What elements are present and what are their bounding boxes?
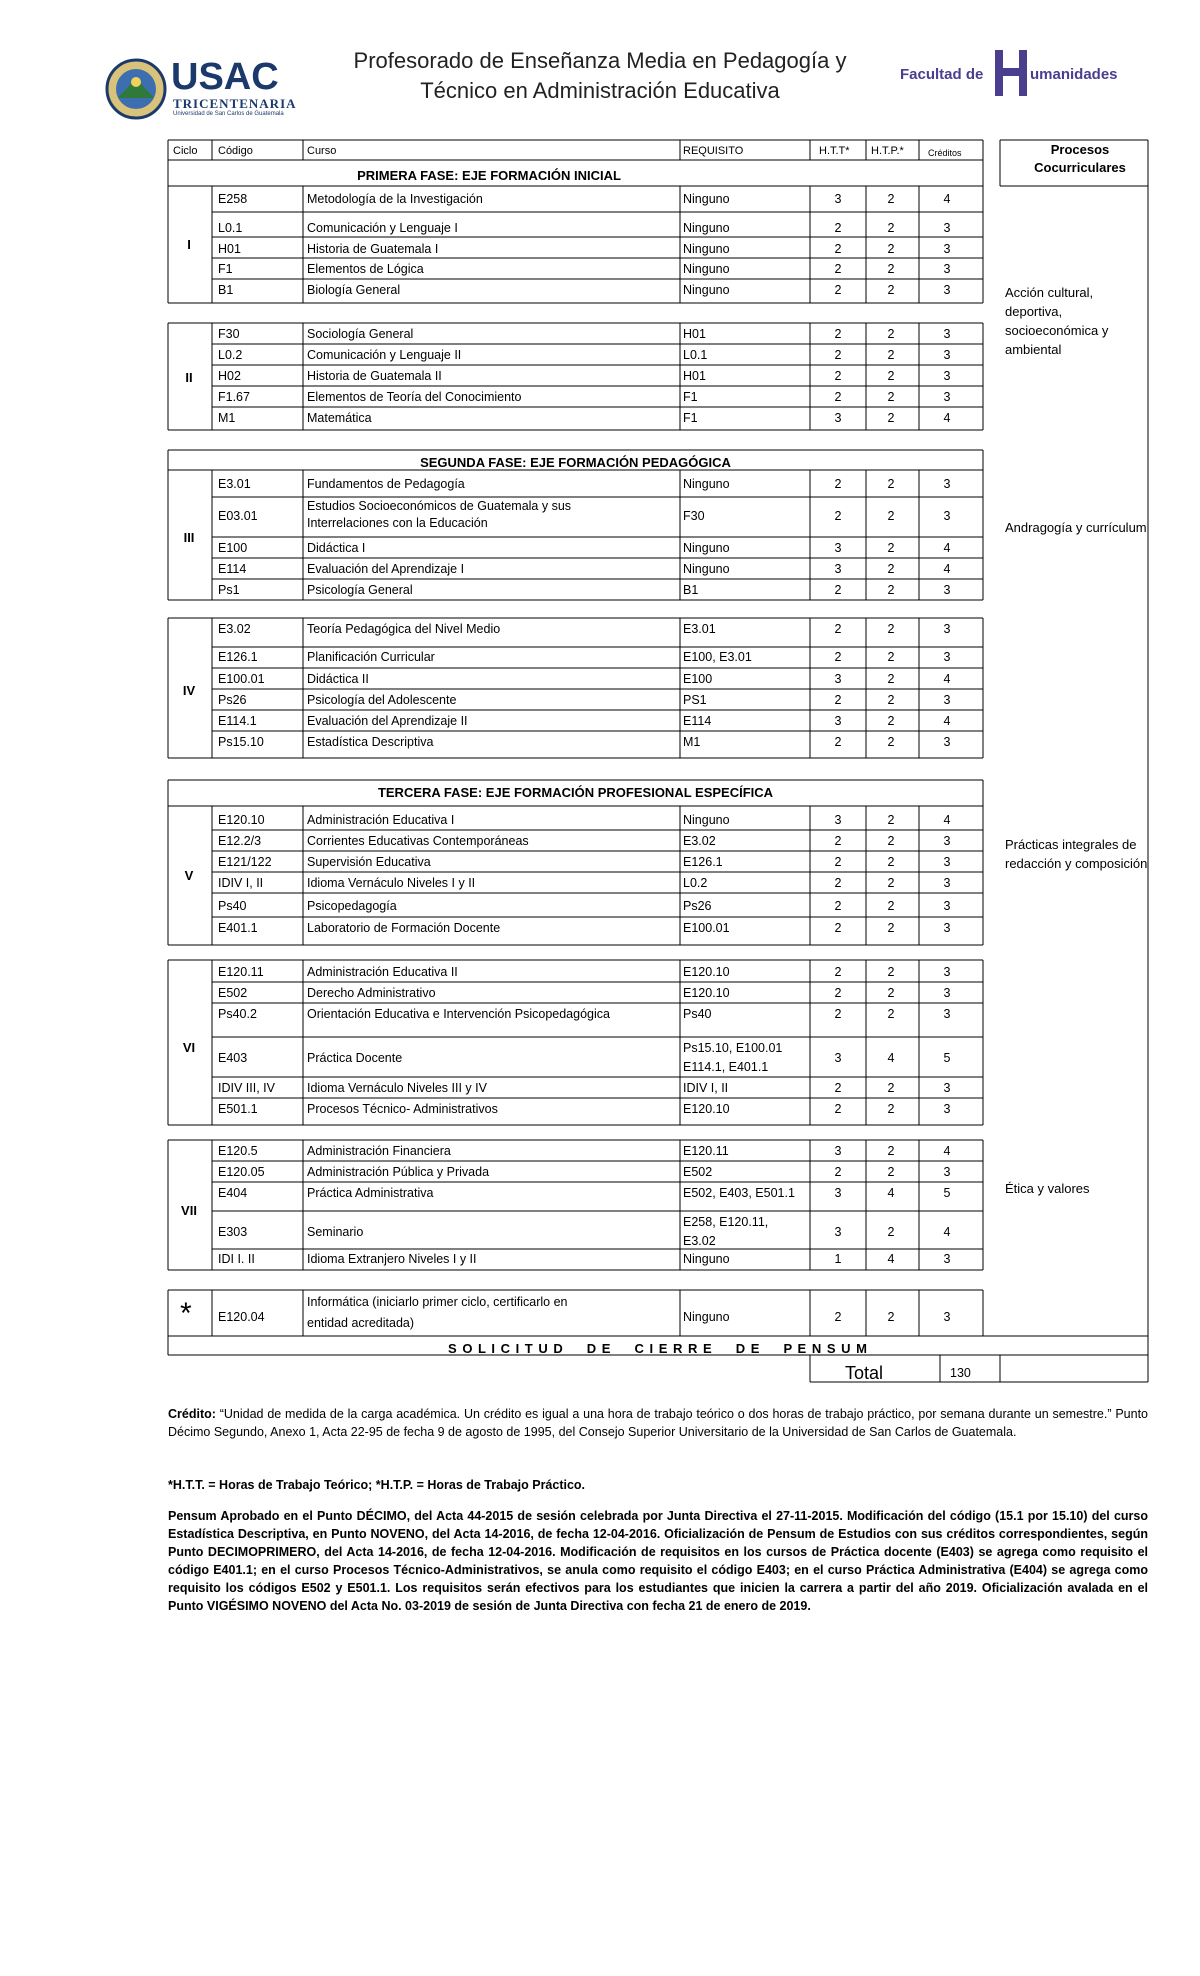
usac-wordmark: USAC [171,56,279,98]
course-credits: 4 [943,714,951,728]
course-name: Orientación Educativa e Intervención Psicopedagógica [307,1007,610,1021]
course-htp: 2 [887,855,895,869]
course-name: Psicología General [307,583,413,597]
semester-label-7: VII [181,1203,197,1218]
course-code: F1.67 [218,390,250,404]
course-credits: 3 [943,876,951,890]
course-htp: 2 [887,192,895,206]
course-htt: 2 [834,1007,842,1021]
course-htt: 2 [834,1081,842,1095]
course-requisite: E100.01 [683,921,730,935]
extra-course-name: Informática (iniciarlo primer ciclo, certificarlo en [307,1295,568,1309]
course-htt: 2 [834,735,842,749]
course-requisite: F1 [683,411,698,425]
course-credits: 3 [943,369,951,383]
course-htt: 3 [834,562,842,576]
course-credits: 3 [943,1165,951,1179]
course-requisite: E258, E120.11, [683,1215,769,1229]
col-header-curso: Curso [307,145,337,157]
course-name: Práctica Administrativa [307,1186,434,1200]
semester-label-5: V [184,868,194,883]
course-requisite: Ps40 [683,1007,712,1021]
course-requisite: E502 [683,1165,713,1179]
course-name: Idioma Vernáculo Niveles III y IV [307,1081,487,1095]
course-requisite: Ninguno [683,562,730,576]
course-code: E120.11 [218,965,264,979]
course-htp: 2 [887,283,895,297]
course-credits: 3 [943,834,951,848]
course-name: Historia de Guatemala II [307,369,442,383]
course-credits: 3 [943,1007,951,1021]
course-name: Interrelaciones con la Educación [307,516,488,530]
course-requisite: PS1 [683,693,707,707]
course-requisite: Ninguno [683,813,730,827]
course-requisite: E3.01 [683,622,716,636]
course-requisite: H01 [683,369,706,383]
course-requisite: Ninguno [683,262,730,276]
course-htt: 2 [834,327,842,341]
course-htp: 2 [887,1165,895,1179]
course-htt: 2 [834,477,842,491]
course-requisite: E114 [683,714,712,728]
course-name: Elementos de Teoría del Conocimiento [307,390,522,404]
course-requisite: Ninguno [683,283,730,297]
course-credits: 3 [943,650,951,664]
course-name: Idioma Vernáculo Niveles I y II [307,876,476,890]
course-htp: 2 [887,509,895,523]
course-code: E100.01 [218,672,265,686]
course-credits: 3 [943,965,951,979]
course-requisite: E120.10 [683,986,730,1000]
course-name: Psicología del Adolescente [307,693,457,707]
course-htp: 2 [887,714,895,728]
course-htt: 2 [834,899,842,913]
course-htt: 3 [834,541,842,555]
course-name: Evaluación del Aprendizaje I [307,562,465,576]
course-credits: 4 [943,1144,951,1158]
course-name: Fundamentos de Pedagogía [307,477,465,491]
extra-course-name-line2: entidad acreditada) [307,1316,415,1330]
course-htp: 2 [887,327,895,341]
procesos-text-1: Acción cultural, deportiva, socioeconómica y ambiental [1005,285,1109,357]
course-code: E3.02 [218,622,251,636]
col-header-htp: H.T.P.* [871,145,904,157]
course-htt: 2 [834,965,842,979]
course-requisite: Ps15.10, E100.01 [683,1041,783,1055]
course-name: Administración Educativa II [307,965,458,979]
course-name: Administración Educativa I [307,813,455,827]
course-code: H01 [218,242,241,256]
course-htp: 2 [887,1102,895,1116]
course-code: E120.05 [218,1165,265,1179]
course-htt: 2 [834,390,842,404]
total-credits-value: 130 [950,1366,971,1380]
course-requisite: E100, E3.01 [683,650,752,664]
course-name: Práctica Docente [307,1051,403,1065]
course-credits: 4 [943,411,951,425]
course-name: Teoría Pedagógica del Nivel Medio [307,622,501,636]
footer-pensum-approval: Pensum Aprobado en el Punto DÉCIMO, del Acta 44-2015 de sesión celebrada por Junta Directiva el 27-11-2015. Modificación del código (15.1 por 15.10) del curso Estadística Descriptiva, en Punto NOVENO, del Acta 14-2016, de fecha 12-04-2016. Oficialización de Pensum de Estudios con sus créditos correspondientes, según Punto DECIMOPRIMERO, del Acta 14-2016, de fecha 12-04-2016. Modificación de requisitos en los cursos de Práctica docente (E403) se agrega como requisito el código E401.1; en el curso Procesos Técnico-Administrativos, se anula como requisito el código E403; en el curso Práctica Administrativa (E404) se agrega como requisito los códigos E502 y E501.1. Los requisitos serán efectivos para los estudiantes que inicien la carrera a partir del año 2019. Oficialización avalada en el Punto VIGÉSIMO NOVENO del Acta No. 03-2019 de sesión de Junta Directiva con fecha 21 de enero de 2019. [168,1509,1148,1613]
course-requisite: Ninguno [683,192,730,206]
course-code: E403 [218,1051,248,1065]
course-htp: 2 [887,650,895,664]
course-htp: 2 [887,369,895,383]
course-htp: 2 [887,262,895,276]
course-htp: 4 [887,1252,895,1266]
course-htp: 2 [887,242,895,256]
semester-label-4: IV [182,683,196,698]
course-htp: 2 [887,834,895,848]
col-header-procesos: Procesos Cocurriculares [1034,142,1126,175]
course-code: E258 [218,192,248,206]
course-credits: 3 [943,390,951,404]
course-htp: 2 [887,390,895,404]
course-htt: 2 [834,693,842,707]
course-htt: 2 [834,855,842,869]
col-header-ciclo: Ciclo [173,145,198,157]
course-htp: 2 [887,876,895,890]
usac-tricentenaria: TRICENTENARIA [173,96,297,111]
course-htt: 2 [834,221,842,235]
course-htt: 2 [834,583,842,597]
footer-credito-note [168,1405,1148,1441]
course-credits: 5 [943,1051,951,1065]
course-credits: 3 [943,855,951,869]
course-credits: 3 [943,1081,951,1095]
faculty-label-right: umanidades [1030,66,1118,83]
course-credits: 3 [943,899,951,913]
phase-2-header: SEGUNDA FASE: EJE FORMACIÓN PEDAGÓGICA [420,455,731,470]
course-name: Supervisión Educativa [307,855,431,869]
course-requisite: H01 [683,327,706,341]
course-code: E404 [218,1186,248,1200]
course-htp: 2 [887,1144,895,1158]
course-name: Evaluación del Aprendizaje II [307,714,468,728]
course-htt: 2 [834,834,842,848]
course-name: Psicopedagogía [307,899,397,913]
course-htt: 2 [834,262,842,276]
course-code: E100 [218,541,248,555]
course-htt: 3 [834,411,842,425]
course-code: Ps26 [218,693,247,707]
course-credits: 4 [943,562,951,576]
course-htp: 2 [887,672,895,686]
extra-course-htp: 2 [887,1310,895,1324]
course-code: E502 [218,986,248,1000]
course-htp: 2 [887,221,895,235]
course-htp: 2 [887,813,895,827]
course-requisite: Ninguno [683,477,730,491]
course-name: Procesos Técnico- Administrativos [307,1102,498,1116]
course-htp: 2 [887,1225,895,1239]
extra-course-code: E120.04 [218,1310,265,1324]
course-name: Corrientes Educativas Contemporáneas [307,834,529,848]
course-name: Estudios Socioeconómicos de Guatemala y sus [307,499,572,513]
course-htt: 2 [834,921,842,935]
course-credits: 3 [943,583,951,597]
course-requisite: E120.10 [683,1102,730,1116]
page-title-line1: Profesorado de Enseñanza Media en Pedagogía y [353,48,847,73]
course-name: Comunicación y Lenguaje I [307,221,458,235]
procesos-text-3: Prácticas integrales de redacción y composición [1005,837,1148,871]
course-code: E126.1 [218,650,258,664]
course-htt: 2 [834,986,842,1000]
course-name: Planificación Curricular [307,650,435,664]
course-credits: 3 [943,283,951,297]
extra-course-htt: 2 [834,1310,842,1324]
course-credits: 3 [943,327,951,341]
course-credits: 3 [943,986,951,1000]
course-htt: 3 [834,813,842,827]
course-requisite: F1 [683,390,698,404]
course-requisite: E114.1, E401.1 [683,1060,769,1074]
procesos-text-2: Andragogía y currículum [1005,520,1147,535]
course-credits: 3 [943,262,951,276]
course-requisite: Ninguno [683,221,730,235]
procesos-text-4: Ética y valores [1005,1181,1090,1196]
course-htt: 2 [834,283,842,297]
course-htp: 2 [887,541,895,555]
course-htp: 2 [887,477,895,491]
course-requisite: E502, E403, E501.1 [683,1186,795,1200]
course-htt: 2 [834,622,842,636]
course-name: Sociología General [307,327,414,341]
course-name: Derecho Administrativo [307,986,436,1000]
course-code: IDIV III, IV [218,1081,275,1095]
course-requisite: E120.10 [683,965,730,979]
course-htp: 2 [887,583,895,597]
course-credits: 3 [943,622,951,636]
page-title-line2: Técnico en Administración Educativa [420,78,780,103]
course-code: E501.1 [218,1102,258,1116]
course-requisite: Ninguno [683,1252,730,1266]
semester-label-2: II [185,370,193,385]
course-credits: 4 [943,672,951,686]
course-requisite: F30 [683,509,705,523]
course-code: E303 [218,1225,248,1239]
course-code: F1 [218,262,233,276]
course-name: Didáctica II [307,672,369,686]
col-header-requisito: REQUISITO [683,145,744,157]
course-htp: 2 [887,986,895,1000]
course-requisite: Ps26 [683,899,712,913]
footer-hours-legend: *H.T.T. = Horas de Trabajo Teórico; *H.T.P. = Horas de Trabajo Práctico. [168,1478,586,1492]
course-htt: 2 [834,650,842,664]
course-name: Matemática [307,411,372,425]
course-requisite: Ninguno [683,541,730,555]
course-code: E121/122 [218,855,272,869]
course-requisite: E120.11 [683,1144,729,1158]
course-htt: 3 [834,1186,842,1200]
course-name: Elementos de Lógica [307,262,424,276]
course-code: E12.2/3 [218,834,262,848]
course-requisite: Ninguno [683,242,730,256]
course-credits: 5 [943,1186,951,1200]
course-name: Administración Financiera [307,1144,451,1158]
course-htt: 2 [834,509,842,523]
course-code: F30 [218,327,240,341]
credito-label: Crédito: [168,1407,216,1421]
course-requisite: L0.2 [683,876,708,890]
extra-course-credits: 3 [943,1310,951,1324]
course-htt: 1 [834,1252,842,1266]
semester-label-1: I [187,237,191,252]
course-credits: 3 [943,1102,951,1116]
course-code: E120.10 [218,813,265,827]
course-name: Historia de Guatemala I [307,242,439,256]
course-code: E03.01 [218,509,258,523]
course-credits: 3 [943,221,951,235]
course-htp: 2 [887,1081,895,1095]
course-code: Ps40 [218,899,247,913]
course-htt: 2 [834,348,842,362]
course-htt: 2 [834,1165,842,1179]
course-htp: 2 [887,921,895,935]
course-requisite: M1 [683,735,701,749]
course-credits: 3 [943,477,951,491]
course-requisite: E3.02 [683,1234,716,1248]
col-header-htt: H.T.T* [819,145,850,157]
course-code: Ps40.2 [218,1007,257,1021]
semester-label-3: III [183,530,195,545]
col-header-creditos: Créditos [928,148,962,158]
course-credits: 3 [943,921,951,935]
course-code: Ps15.10 [218,735,264,749]
course-name: Biología General [307,283,401,297]
course-htp: 2 [887,899,895,913]
course-htp: 2 [887,348,895,362]
course-htt: 2 [834,1102,842,1116]
course-credits: 4 [943,1225,951,1239]
usac-subtitle: Universidad de San Carlos de Guatemala [173,111,284,117]
course-code: E114.1 [218,714,257,728]
course-code: Ps1 [218,583,240,597]
phase-1-header: PRIMERA FASE: EJE FORMACIÓN INICIAL [357,168,621,183]
course-htt: 3 [834,1225,842,1239]
course-code: E114 [218,562,247,576]
course-credits: 3 [943,242,951,256]
course-name: Laboratorio de Formación Docente [307,921,501,935]
course-code: M1 [218,411,236,425]
course-credits: 3 [943,693,951,707]
course-name: Comunicación y Lenguaje II [307,348,462,362]
course-requisite: E126.1 [683,855,723,869]
course-code: E401.1 [218,921,258,935]
course-code: L0.1 [218,221,243,235]
course-credits: 4 [943,813,951,827]
course-htp: 4 [887,1051,895,1065]
course-code: E120.5 [218,1144,258,1158]
course-code: H02 [218,369,241,383]
course-htp: 2 [887,693,895,707]
course-name: Idioma Extranjero Niveles I y II [307,1252,477,1266]
course-code: L0.2 [218,348,243,362]
course-name: Seminario [307,1225,364,1239]
course-htt: 3 [834,1144,842,1158]
course-htp: 2 [887,1007,895,1021]
course-htp: 2 [887,562,895,576]
phase-3-header: TERCERA FASE: EJE FORMACIÓN PROFESIONAL ESPECÍFICA [377,785,774,800]
solicitud-cierre-banner: S O L I C I T U D D E C I E R R E D E P E N S U M [448,1341,868,1356]
course-requisite: E100 [683,672,713,686]
course-htp: 2 [887,735,895,749]
course-name: Metodología de la Investigación [307,192,483,206]
credito-definition: “Unidad de medida de la carga académica. Un crédito es igual a una hora de trabajo teórico o dos horas de trabajo práctico, por semana durante un semestre.” Punto Décimo Segundo, Anexo 1, Acta 22-95 de fecha 9 de agosto de 1995, del Consejo Superior Universitario de la Universidad de San Carlos de Guatemala. [168,1407,1148,1439]
col-header-codigo: Código [218,145,253,157]
course-code: E3.01 [218,477,251,491]
course-requisite: B1 [683,583,699,597]
course-htp: 2 [887,411,895,425]
course-credits: 3 [943,735,951,749]
course-credits: 4 [943,192,951,206]
extra-course-requisite: Ninguno [683,1310,730,1324]
course-requisite: E3.02 [683,834,716,848]
course-name: Didáctica I [307,541,366,555]
course-htt: 3 [834,1051,842,1065]
course-name: Administración Pública y Privada [307,1165,490,1179]
course-name: Estadística Descriptiva [307,735,434,749]
course-htp: 2 [887,965,895,979]
course-code: B1 [218,283,234,297]
course-requisite: IDIV I, II [683,1081,729,1095]
course-htt: 2 [834,876,842,890]
course-credits: 3 [943,1252,951,1266]
course-credits: 3 [943,509,951,523]
semester-label-6: VI [182,1040,196,1055]
course-code: IDIV I, II [218,876,264,890]
total-label: Total [845,1363,884,1383]
course-requisite: L0.1 [683,348,708,362]
course-htt: 2 [834,242,842,256]
course-htp: 2 [887,622,895,636]
extra-course-mark: * [180,1297,192,1330]
course-credits: 4 [943,541,951,555]
course-htt: 3 [834,192,842,206]
faculty-label-left: Facultad de [900,66,984,83]
course-htt: 2 [834,369,842,383]
course-code: IDI I. II [218,1252,255,1266]
course-htp: 4 [887,1186,895,1200]
course-htt: 3 [834,714,842,728]
course-credits: 3 [943,348,951,362]
course-htt: 3 [834,672,842,686]
